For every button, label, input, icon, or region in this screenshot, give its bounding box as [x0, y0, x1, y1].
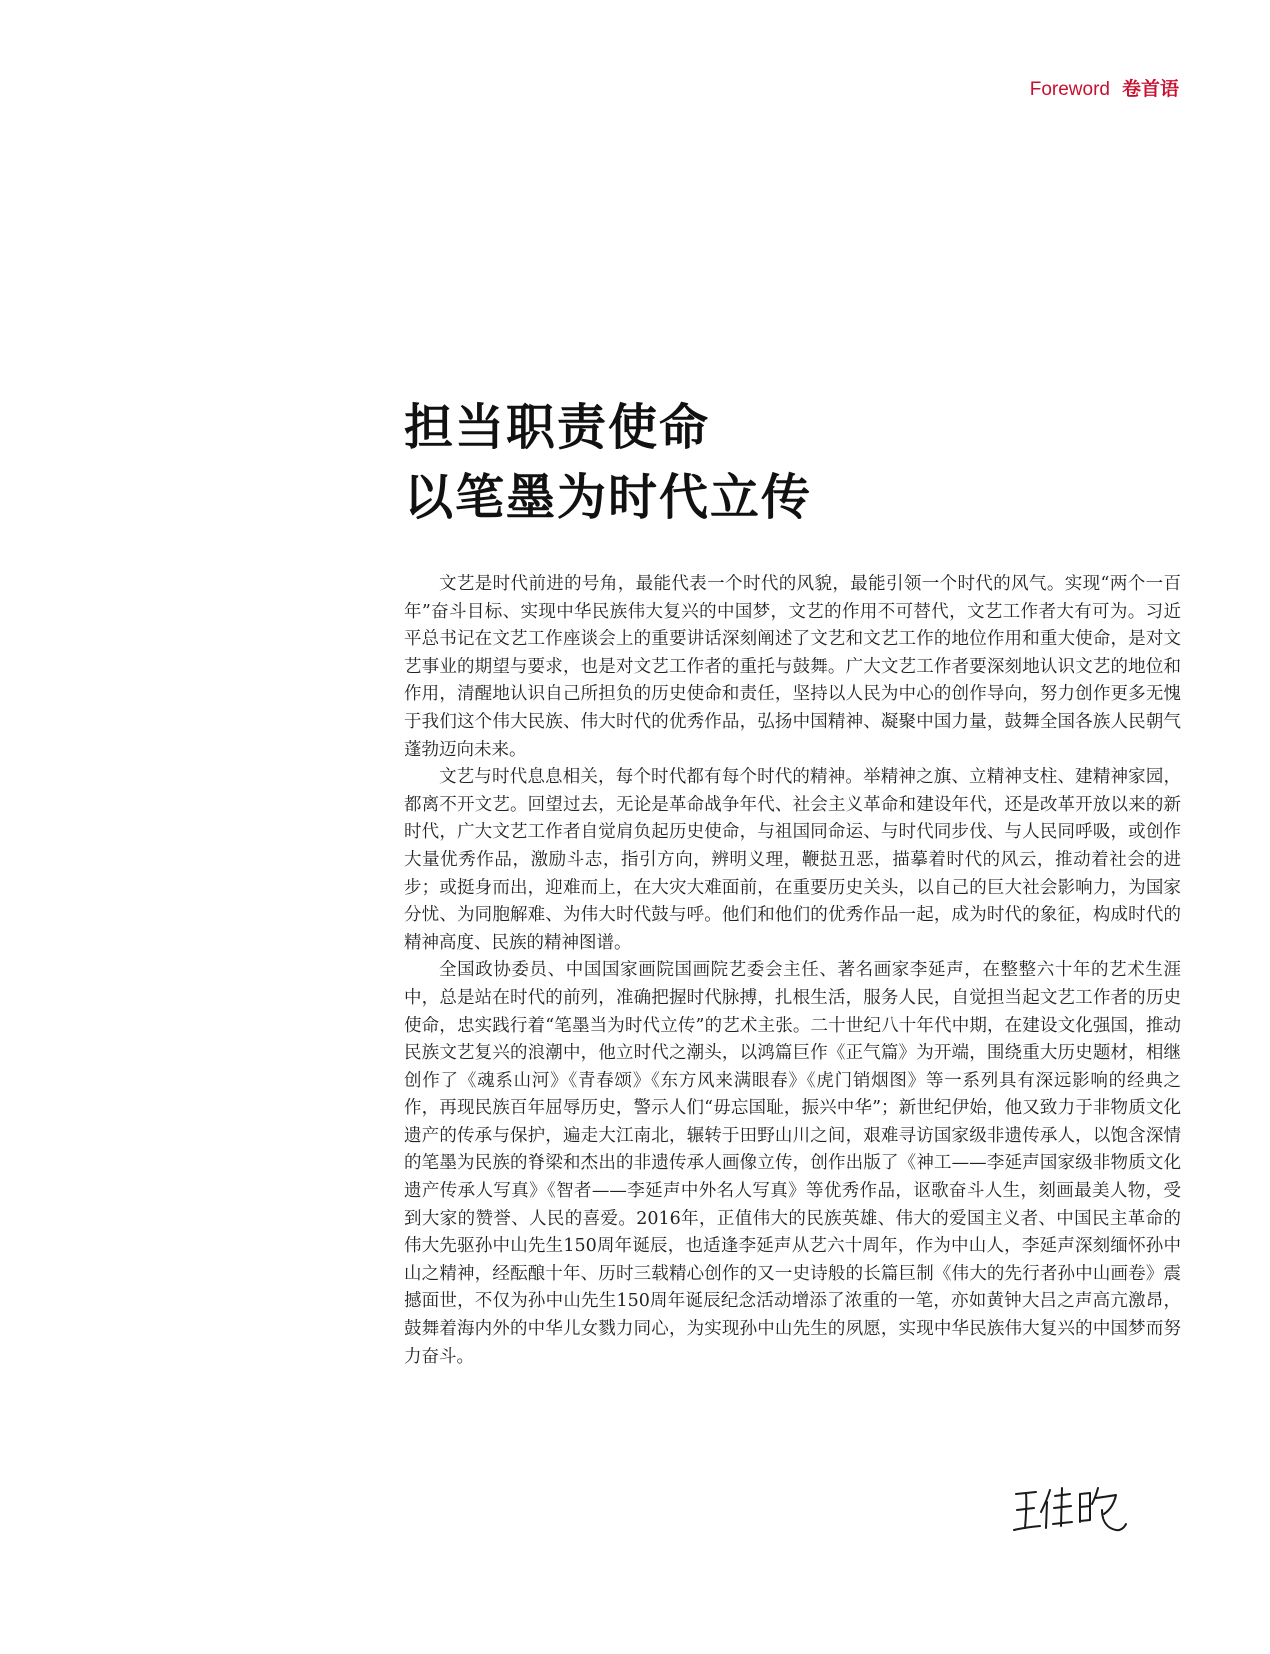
- paragraph-2: 文艺与时代息息相关，每个时代都有每个时代的精神。举精神之旗、立精神支柱、建精神家园，都离不开文艺。回望过去，无论是革命战争年代、社会主义革命和建设年代，还是改革开放以来的新时代，广大文艺工作者自觉肩负起历史使命，与祖国同命运、与时代同步伐、与人民同呼吸，或创作大量优秀作品，激励斗志，指引方向，辨明义理，鞭挞丑恶，描摹着时代的风云，推动着社会的进步；或挺身而出，迎难而上，在大灾大难面前，在重要历史关头，以自己的巨大社会影响力，为国家分忧、为同胞解难、为伟大时代鼓与呼。他们和他们的优秀作品一起，成为时代的象征，构成时代的精神高度、民族的精神图谱。: [404, 767, 1181, 953]
- paragraph-1: 文艺是时代前进的号角，最能代表一个时代的风貌，最能引领一个时代的风气。实现“两个一百年”奋斗目标、实现中华民族伟大复兴的中国梦，文艺的作用不可替代，文艺工作者大有可为。习近平总书记在文艺工作座谈会上的重要讲话深刻阐述了文艺和文艺工作的地位作用和重大使命，是对文艺事业的期望与要求，也是对文艺工作者的重托与鼓舞。广大文艺工作者要深刻地认识文艺的地位和作用，清醒地认识自己所担负的历史使命和责任，坚持以人民为中心的创作导向，努力创作更多无愧于我们这个伟大民族、伟大时代的优秀作品，弘扬中国精神、凝聚中国力量，鼓舞全国各族人民朝气蓬勃迈向未来。: [404, 574, 1181, 760]
- title-line-1: 担当职责使命: [404, 398, 711, 456]
- article-title: [404, 392, 812, 532]
- handwritten-signature: [1010, 1480, 1130, 1540]
- article-body: [404, 571, 1181, 1371]
- title-line-2: 以笔墨为时代立传: [404, 468, 813, 526]
- header-english: Foreword: [1029, 79, 1110, 100]
- foreword-header: [1030, 74, 1179, 101]
- header-chinese: 卷首语: [1121, 79, 1179, 100]
- paragraph-3: 全国政协委员、中国国家画院国画院艺委会主任、著名画家李延声，在整整六十年的艺术生涯中，总是站在时代的前列，准确把握时代脉搏，扎根生活，服务人民，自觉担当起文艺工作者的历史使命，忠实践行着“笔墨当为时代立传”的艺术主张。二十世纪八十年代中期，在建设文化强国，推动民族文艺复兴的浪潮中，他立时代之潮头，以鸿篇巨作《正气篇》为开端，围绕重大历史题材，相继创作了《魂系山河》《青春颂》《东方风来满眼春》《虎门销烟图》等一系列具有深远影响的经典之作，再现民族百年屈辱历史，警示人们“毋忘国耻，振兴中华”；新世纪伊始，他又致力于非物质文化遗产的传承与保护，遍走大江南北，辗转于田野山川之间，艰难寻访国家级非遗传承人，以饱含深情的笔墨为民族的脊梁和杰出的非遗传承人画像立传，创作出版了《神工——李延声国家级非物质文化遗产传承人写真》《智者——李延声中外名人写真》等优秀作品，讴歌奋斗人生，刻画最美人物，受到大家的赞誉、人民的喜爱。2016年，正值伟大的民族英雄、伟大的爱国主义者、中国民主革命的伟大先驱孙中山先生150周年诞辰，也适逢李延声从艺六十周年，作为中山人，李延声深刻缅怀孙中山之精神，经酝酿十年、历时三载精心创作的又一史诗般的长篇巨制《伟大的先行者孙中山画卷》震撼面世，不仅为孙中山先生150周年诞辰纪念活动增添了浓重的一笔，亦如黄钟大吕之声高亢激昂，鼓舞着海内外的中华儿女戮力同心，为实现孙中山先生的夙愿，实现中华民族伟大复兴的中国梦而努力奋斗。: [404, 960, 1181, 1367]
